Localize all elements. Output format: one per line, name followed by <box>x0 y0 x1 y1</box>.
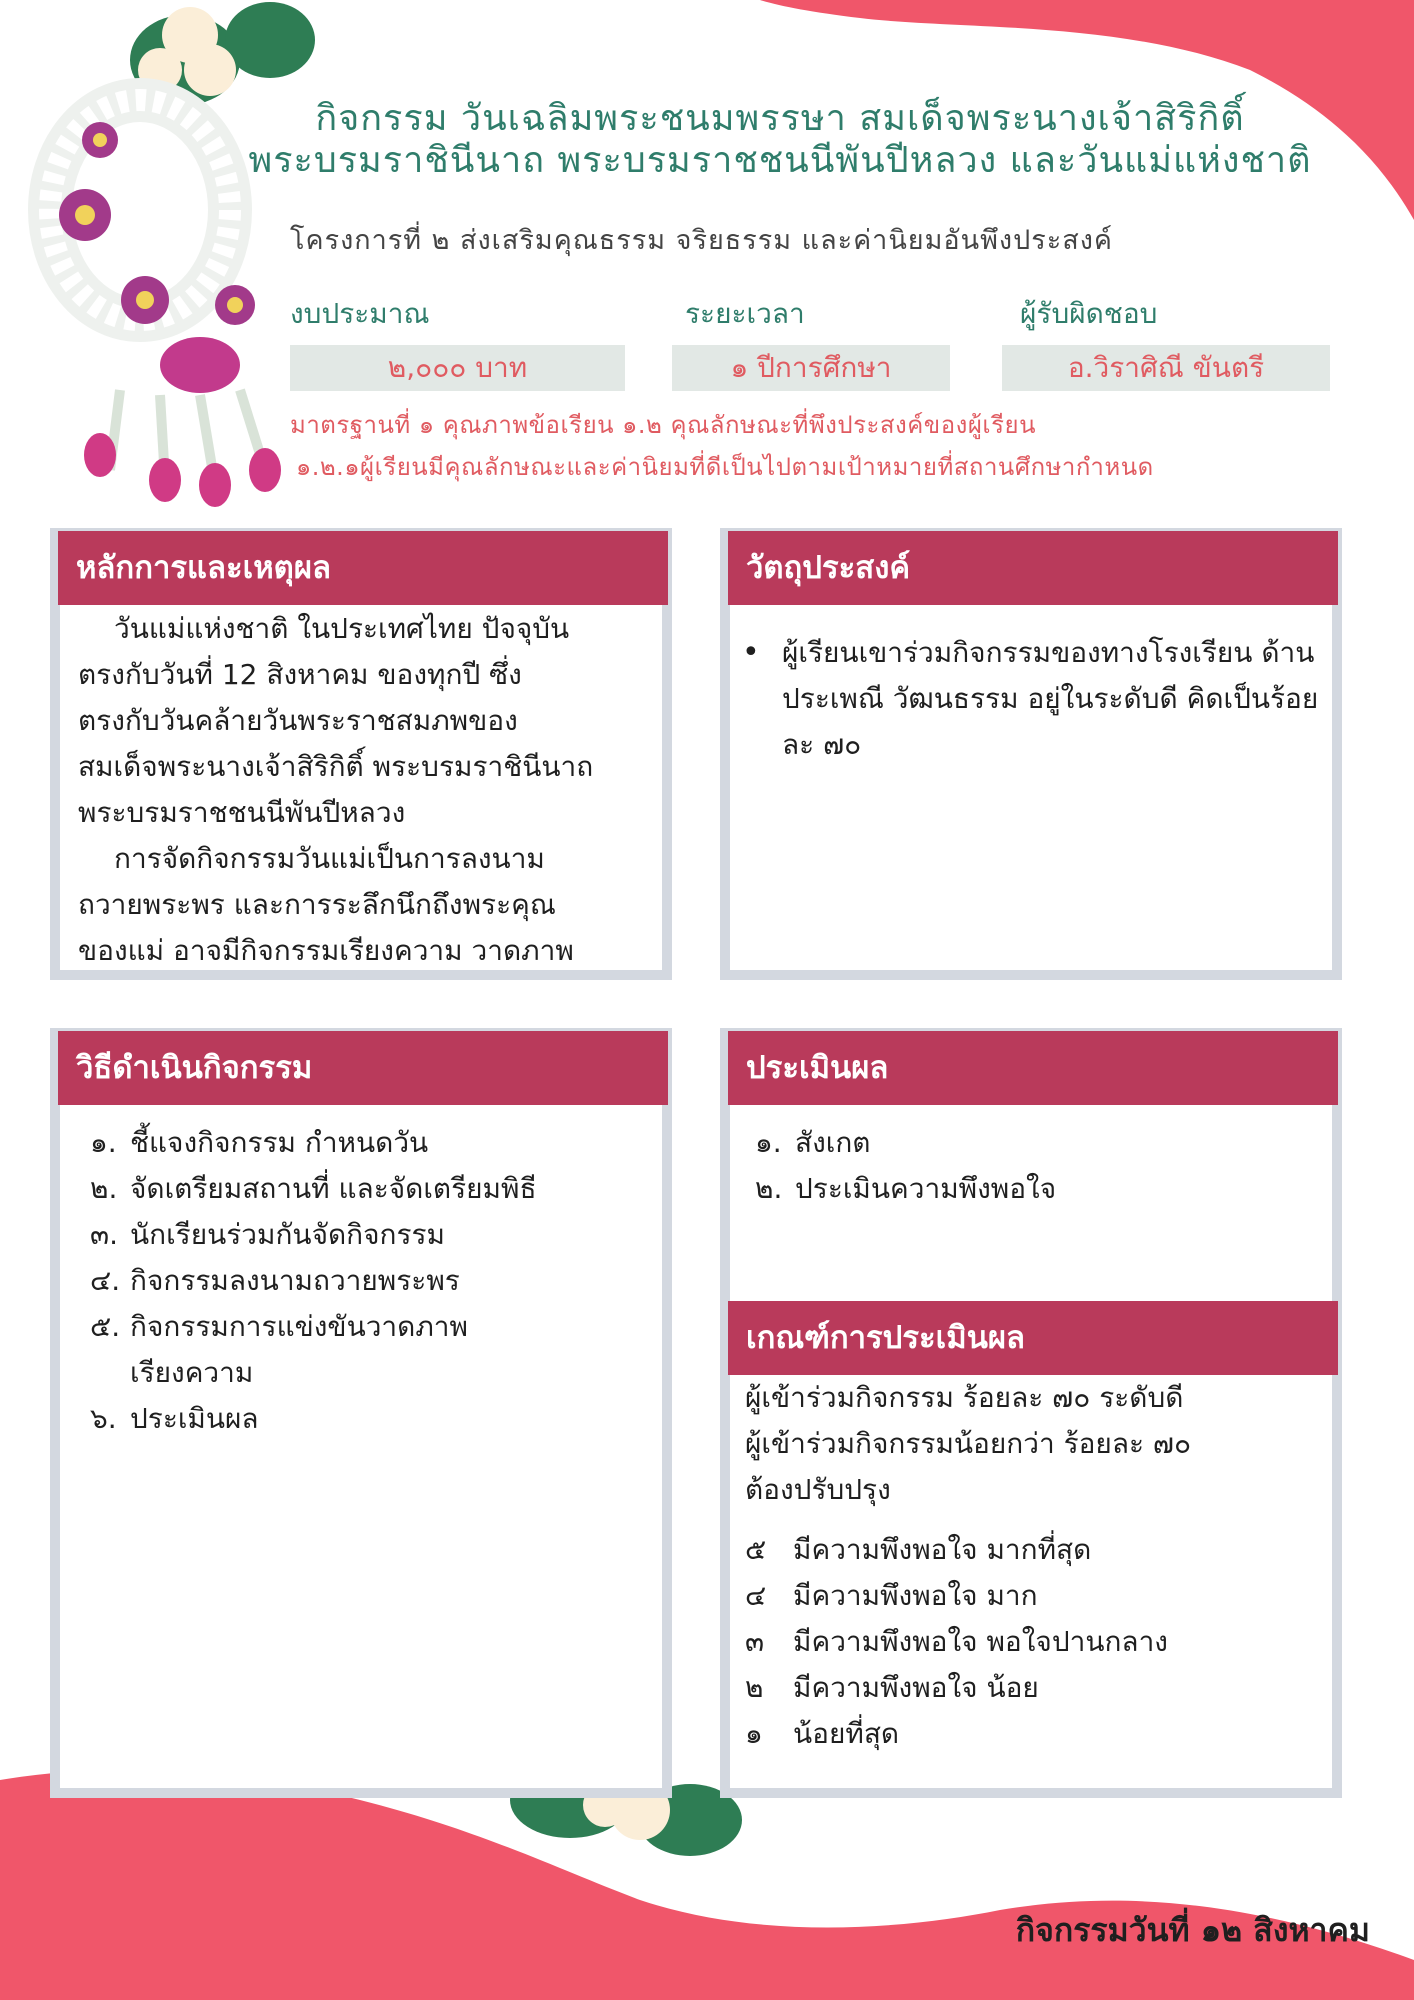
objective-list <box>742 630 1322 768</box>
procedure-item: ๑. ชี้แจงกิจกรรม กำหนดวัน <box>90 1126 429 1159</box>
budget-value: ๒,๐๐๐ บาท <box>290 345 625 391</box>
budget-label: งบประมาณ <box>290 297 430 330</box>
rationale-line: ของแม่ อาจมีกิจกรรมเรียงความ วาดภาพ <box>78 934 574 967</box>
rationale-text <box>78 606 658 974</box>
duration-value: ๑ ปีการศึกษา <box>672 345 950 391</box>
project-name: โครงการที่ ๒ ส่งเสริมคุณธรรม จริยธรรม และค่านิยมอันพึงประสงค์ <box>290 225 1113 256</box>
footer-date: กิจกรรมวันที่ ๑๒ สิงหาคม <box>1015 1911 1370 1949</box>
standard-line-2: ๑.๒.๑ผู้เรียนมีคุณลักษณะและค่านิยมที่ดีเป็นไปตามเป้าหมายที่สถานศึกษากำหนด <box>296 453 1154 481</box>
rationale-line: พระบรมราชชนนีพันปีหลวง <box>78 796 406 829</box>
procedure-item: ๒. จัดเตรียมสถานที่ และจัดเตรียมพิธี <box>90 1172 537 1205</box>
rationale-line: สมเด็จพระนางเจ้าสิริกิติ์ พระบรมราชินีนาถ <box>78 750 594 783</box>
title-line-1: กิจกรรม วันเฉลิมพระชนมพรรษา สมเด็จพระนางเจ้าสิริกิติ์ <box>315 98 1245 139</box>
procedure-item: ๕. กิจกรรมการแข่งขันวาดภาพ เรียงความ <box>90 1310 468 1389</box>
procedure-item: ๓. นักเรียนร่วมกันจัดกิจกรรม <box>90 1218 445 1251</box>
objective-item <box>742 630 1322 768</box>
rationale-line: การจัดกิจกรรมวันแม่เป็นการลงนาม <box>114 842 545 875</box>
page-title <box>210 98 1350 182</box>
scale-item: ๕ มีความพึงพอใจ มากที่สุด <box>745 1533 1092 1566</box>
responsible-value: อ.วิราศิณี ขันตรี <box>1002 345 1330 391</box>
scale-item: ๒ มีความพึงพอใจ น้อย <box>745 1671 1039 1704</box>
evaluation-heading: ประเมินผล <box>728 1031 1338 1105</box>
criteria-scale <box>745 1527 1325 1757</box>
criteria-text <box>745 1375 1325 1513</box>
procedure-item: ๔. กิจกรรมลงนามถวายพระพร <box>90 1264 460 1297</box>
criteria-line: ผู้เข้าร่วมกิจกรรมน้อยกว่า ร้อยละ ๗๐ <box>745 1427 1192 1460</box>
rationale-line: ถวายพระพร และการระลึกนึกถึงพระคุณ <box>78 888 556 921</box>
evaluation-item: ๑. สังเกต <box>755 1126 871 1159</box>
procedure-item: ๖. ประเมินผล <box>90 1402 259 1435</box>
rationale-line: ตรงกับวันที่ 12 สิงหาคม ของทุกปี ซึ่ง <box>78 658 522 691</box>
evaluation-list <box>755 1120 1315 1212</box>
criteria-line: ผู้เข้าร่วมกิจกรรม ร้อยละ ๗๐ ระดับดี <box>745 1381 1184 1414</box>
scale-item: ๑ น้อยที่สุด <box>745 1717 900 1750</box>
standard-line-1: มาตรฐานที่ ๑ คุณภาพข้อเรียน ๑.๒ คุณลักษณะที่พึงประสงค์ของผู้เรียน <box>290 411 1036 439</box>
criteria-heading: เกณฑ์การประเมินผล <box>728 1301 1338 1375</box>
evaluation-item: ๒. ประเมินความพึงพอใจ <box>755 1172 1057 1205</box>
objective-item-text: ผู้เรียนเขาร่วมกิจกรรมของทางโรงเรียน ด้านประเพณี วัฒนธรรม อยู่ในระดับดี คิดเป็นร้อยละ ๗๐ <box>782 636 1319 761</box>
scale-item: ๓ มีความพึงพอใจ พอใจปานกลาง <box>745 1625 1168 1658</box>
rationale-line: ตรงกับวันคล้ายวันพระราชสมภพของ <box>78 704 518 737</box>
bullet-icon: • <box>742 635 760 670</box>
objective-heading: วัตถุประสงค์ <box>728 531 1338 605</box>
scale-item: ๔ มีความพึงพอใจ มาก <box>745 1579 1038 1612</box>
responsible-label: ผู้รับผิดชอบ <box>1020 297 1158 330</box>
flower-garland-icon <box>50 2 315 507</box>
title-line-2: พระบรมราชินีนาถ พระบรมราชชนนีพันปีหลวง และวันแม่แห่งชาติ <box>248 140 1312 181</box>
procedure-heading: วิธีดำเนินกิจกรรม <box>58 1031 668 1105</box>
duration-label: ระยะเวลา <box>685 297 805 330</box>
rationale-line: วันแม่แห่งชาติ ในประเทศไทย ปัจจุบัน <box>114 612 570 645</box>
procedure-list <box>90 1120 650 1442</box>
rationale-heading: หลักการและเหตุผล <box>58 531 668 605</box>
criteria-line: ต้องปรับปรุง <box>745 1473 891 1506</box>
